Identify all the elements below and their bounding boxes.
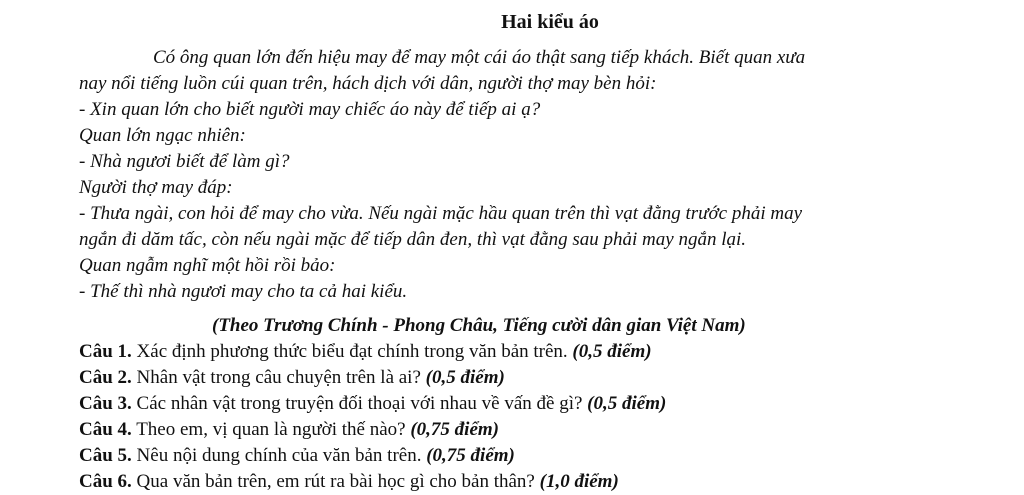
story-line: nay nổi tiếng luồn cúi quan trên, hách dịch với dân, người thợ may bèn hỏi: bbox=[79, 73, 657, 94]
question-item bbox=[79, 339, 666, 365]
question-points: (0,75 điểm) bbox=[426, 445, 515, 466]
question-label: Câu 2. bbox=[79, 367, 132, 388]
question-points: (0,5 điểm) bbox=[425, 367, 505, 388]
question-points: (0,5 điểm) bbox=[572, 341, 652, 362]
story-line: - Thế thì nhà ngươi may cho ta cả hai kiểu. bbox=[79, 281, 408, 302]
question-label: Câu 6. bbox=[79, 471, 132, 492]
question-text: Nêu nội dung chính của văn bản trên. bbox=[131, 445, 427, 466]
question-item bbox=[79, 417, 666, 443]
question-text: Các nhân vật trong truyện đối thoại với nhau về vấn đề gì? bbox=[131, 393, 588, 414]
story-line: Có ông quan lớn đến hiệu may để may một cái áo thật sang tiếp khách. Biết quan xưa bbox=[153, 47, 806, 68]
question-label: Câu 4. bbox=[79, 419, 132, 440]
question-item bbox=[79, 469, 666, 495]
question-label: Câu 3. bbox=[79, 393, 132, 414]
story-text bbox=[79, 45, 979, 305]
question-list bbox=[79, 339, 666, 495]
story-line: - Nhà ngươi biết để làm gì? bbox=[79, 151, 290, 172]
question-label: Câu 5. bbox=[79, 445, 132, 466]
story-line: - Thưa ngài, con hỏi để may cho vừa. Nếu ngài mặc hầu quan trên thì vạt đằng trước phải may bbox=[79, 203, 803, 224]
story-line: Quan lớn ngạc nhiên: bbox=[79, 125, 246, 146]
question-item bbox=[79, 391, 666, 417]
question-item bbox=[79, 365, 666, 391]
question-text: Nhân vật trong câu chuyện trên là ai? bbox=[131, 367, 426, 388]
question-points: (1,0 điểm) bbox=[539, 471, 619, 492]
story-line: - Xin quan lớn cho biết người may chiếc áo này để tiếp ai ạ? bbox=[79, 99, 541, 120]
question-text: Theo em, vị quan là người thế nào? bbox=[131, 419, 411, 440]
question-points: (0,75 điểm) bbox=[410, 419, 499, 440]
story-line: Quan ngẫm nghĩ một hồi rồi bảo: bbox=[79, 255, 336, 276]
question-text: Xác định phương thức biểu đạt chính trong văn bản trên. bbox=[131, 341, 573, 362]
story-line: ngắn đi dăm tấc, còn nếu ngài mặc để tiếp dân đen, thì vạt đằng sau phải may ngắn lại. bbox=[79, 229, 747, 250]
question-points: (0,5 điểm) bbox=[587, 393, 667, 414]
story-line: Người thợ may đáp: bbox=[79, 177, 233, 198]
document-title: Hai kiểu áo bbox=[501, 11, 599, 33]
question-text: Qua văn bản trên, em rút ra bài học gì cho bản thân? bbox=[131, 471, 540, 492]
question-label: Câu 1. bbox=[79, 341, 132, 362]
question-item bbox=[79, 443, 666, 469]
source-citation: (Theo Trương Chính - Phong Châu, Tiếng cười dân gian Việt Nam) bbox=[212, 315, 746, 336]
